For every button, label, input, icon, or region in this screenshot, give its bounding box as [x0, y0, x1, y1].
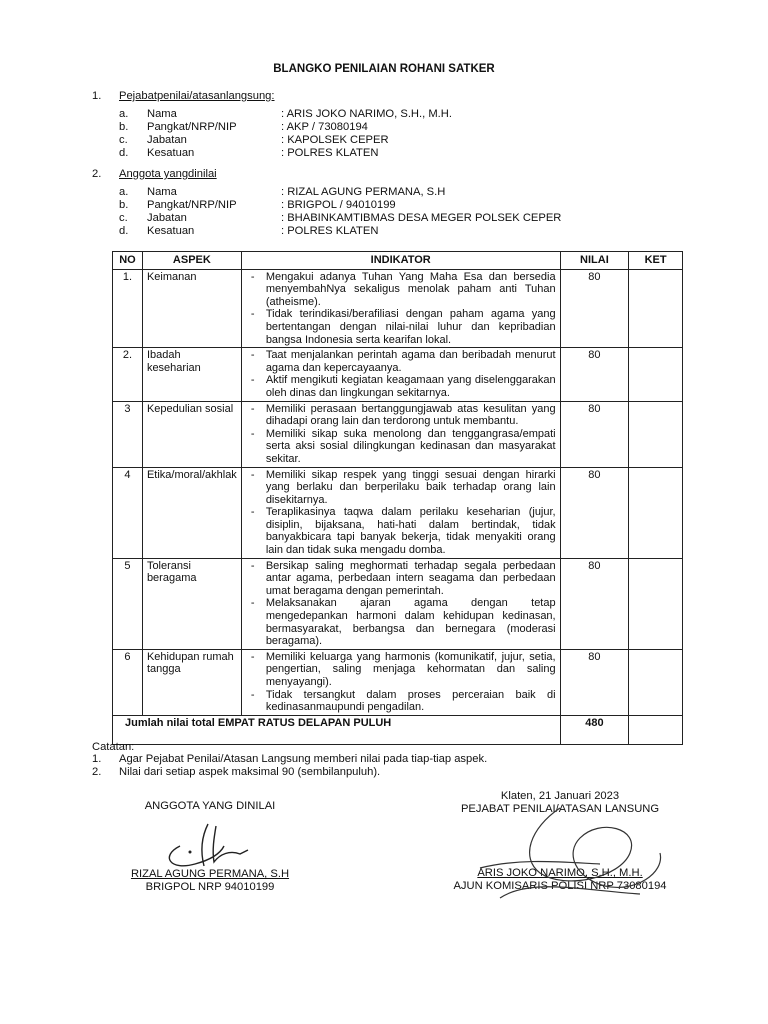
row-nilai: 80	[560, 269, 629, 348]
row-nilai: 80	[560, 649, 629, 715]
row-ket	[629, 269, 683, 348]
row-key: Pangkat/NRP/NIP	[147, 199, 237, 211]
row-key: Jabatan	[147, 212, 187, 224]
identity-row	[92, 199, 692, 212]
row-letter: b.	[119, 121, 129, 133]
row-key: Nama	[147, 108, 177, 120]
document-title: BLANGKO PENILAIAN ROHANI SATKER	[273, 63, 495, 75]
indicator-item: - Taat menjalankan perintah agama dan beribadah menurut agama dan kepercayaanya.	[266, 349, 556, 374]
header-indikator: INDIKATOR	[241, 252, 560, 270]
table-row	[113, 558, 683, 649]
header-aspek: ASPEK	[142, 252, 241, 270]
row-nilai: 80	[560, 558, 629, 649]
row-aspek: Etika/moral/akhlak	[142, 467, 241, 558]
row-value: : ARIS JOKO NARIMO, S.H., M.H.	[281, 108, 452, 120]
indicator-item: - Aktif mengikuti kegiatan keagamaan yang diselenggarakan oleh dinas dan lingkungan sekitarnya.	[266, 374, 556, 399]
table-row	[113, 649, 683, 715]
table-row	[113, 401, 683, 467]
row-no: 2.	[113, 348, 143, 401]
row-indikator	[241, 467, 560, 558]
row-indikator	[241, 348, 560, 401]
signature-block-supervisor	[440, 790, 680, 893]
row-value: : POLRES KLATEN	[281, 225, 379, 237]
identity-row	[92, 212, 692, 225]
header-ket: KET	[629, 252, 683, 270]
indicator-item: - Melaksanakan ajaran agama dengan tetap mengedepankan harmoni dalam kehidupan kedinasan, bermasyarakat, berbangsa dan bernegara (moderasi beragama).	[266, 597, 556, 647]
row-letter: a.	[119, 186, 129, 198]
identity-row	[92, 186, 692, 199]
row-aspek: Ibadah keseharian	[142, 348, 241, 401]
row-value: : RIZAL AGUNG PERMANA, S.H	[281, 186, 446, 198]
table-header-row	[113, 252, 683, 270]
total-ket	[629, 715, 683, 744]
row-aspek: Kepedulian sosial	[142, 401, 241, 467]
assessment-table	[112, 251, 683, 745]
signer-role: PEJABAT PENILAI/ATASAN LANSUNG	[460, 803, 660, 815]
indicator-item: - Memiliki keluarga yang harmonis (komunikatif, jujur, setia, pengertian, saling menjaga kehormatan dan saling menyayangi).	[266, 651, 556, 689]
row-indikator	[241, 649, 560, 715]
note-number: 2.	[92, 766, 102, 778]
total-label: Jumlah nilai total EMPAT RATUS DELAPAN PULUH	[113, 715, 561, 744]
row-no: 3	[113, 401, 143, 467]
row-letter: c.	[119, 134, 128, 146]
indicator-item: - Bersikap saling meghormati terhadap segala perbedaan antar agama, perbedaan intern seagama dan perbedaan umat beragama dengan pemerintah.	[266, 560, 556, 598]
header-nilai: NILAI	[560, 252, 629, 270]
section-title: Pejabatpenilai/atasanlangsung:	[119, 90, 275, 102]
row-no: 5	[113, 558, 143, 649]
section-number: 1.	[92, 90, 102, 102]
signature-block-member	[110, 800, 310, 894]
note-number: 1.	[92, 753, 102, 765]
indicator-item: - Tidak tersangkut dalam proses perceraian baik di kedinasanmaupundi pengadilan.	[266, 689, 556, 714]
indicator-item: - Memiliki sikap suka menolong dan tenggangrasa/empati serta aksi sosial dilingkungan kedinasan dan masyarakat sekitar.	[266, 428, 556, 466]
indicator-item: - Memiliki sikap respek yang tinggi sesuai dengan hirarki yang berlaku dan berperilaku baik terhadap orang lain disekitarnya.	[266, 469, 556, 507]
row-nilai: 80	[560, 348, 629, 401]
row-ket	[629, 467, 683, 558]
table-row	[113, 269, 683, 348]
table-row	[113, 348, 683, 401]
indicator-item: - Teraplikasinya taqwa dalam perilaku keseharian (jujur, disiplin, bijaksana, hati-hati dalam bertindak, tidak banyakbicara tapi banyak bekerja, tidak menyakiti orang lain dan tidak suka mengadu domba.	[266, 506, 556, 556]
handwritten-signature	[150, 816, 260, 874]
identity-row	[92, 108, 692, 121]
section-title: Anggota yangdinilai	[119, 168, 217, 180]
row-letter: a.	[119, 108, 129, 120]
row-aspek: Kehidupan rumah tangga	[142, 649, 241, 715]
identity-row	[92, 225, 692, 238]
row-key: Kesatuan	[147, 225, 195, 237]
row-value: : POLRES KLATEN	[281, 147, 379, 159]
total-value: 480	[560, 715, 629, 744]
row-nilai: 80	[560, 401, 629, 467]
row-letter: c.	[119, 212, 128, 224]
signer-name: ARIS JOKO NARIMO, S.H., M.H.	[477, 867, 643, 879]
row-value: : AKP / 73080194	[281, 121, 368, 133]
row-ket	[629, 558, 683, 649]
signer-role: ANGGOTA YANG DINILAI	[144, 800, 276, 812]
row-no: 1.	[113, 269, 143, 348]
row-ket	[629, 401, 683, 467]
row-key: Kesatuan	[147, 147, 195, 159]
row-letter: d.	[119, 147, 129, 159]
total-row	[113, 715, 683, 744]
row-aspek: Toleransi beragama	[142, 558, 241, 649]
row-key: Jabatan	[147, 134, 187, 146]
row-value: : KAPOLSEK CEPER	[281, 134, 389, 146]
note-text: Agar Pejabat Penilai/Atasan Langsung memberi nilai pada tiap-tiap aspek.	[119, 753, 488, 765]
row-no: 4	[113, 467, 143, 558]
row-aspek: Keimanan	[142, 269, 241, 348]
row-ket	[629, 649, 683, 715]
section-number: 2.	[92, 168, 102, 180]
row-value: : BHABINKAMTIBMAS DESA MEGER POLSEK CEPER	[281, 212, 562, 224]
row-ket	[629, 348, 683, 401]
row-key: Nama	[147, 186, 177, 198]
identity-row	[92, 121, 692, 134]
signer-name: RIZAL AGUNG PERMANA, S.H	[130, 868, 290, 880]
place-date: Klaten, 21 Januari 2023	[500, 790, 620, 802]
row-indikator	[241, 401, 560, 467]
note-text: Nilai dari setiap aspek maksimal 90 (sembilanpuluh).	[119, 766, 381, 778]
notes-title: Catatan:	[92, 741, 135, 753]
indicator-item: - Memiliki perasaan bertanggungjawab atas kesulitan yang dihadapi orang lain dan terdorong untuk membantu.	[266, 403, 556, 428]
row-indikator	[241, 558, 560, 649]
identity-row	[92, 134, 692, 147]
row-letter: b.	[119, 199, 129, 211]
indicator-item: - Mengakui adanya Tuhan Yang Maha Esa dan bersedia menyembahNya sekaligus menolak paham anti Tuhan (atheisme).	[266, 271, 556, 309]
row-value: : BRIGPOL / 94010199	[281, 199, 396, 211]
header-no: NO	[113, 252, 143, 270]
signer-rank: AJUN KOMISARIS POLISI NRP 73080194	[453, 880, 667, 892]
row-nilai: 80	[560, 467, 629, 558]
row-key: Pangkat/NRP/NIP	[147, 121, 237, 133]
identity-row	[92, 147, 692, 160]
row-letter: d.	[119, 225, 129, 237]
row-no: 6	[113, 649, 143, 715]
row-indikator	[241, 269, 560, 348]
handwritten-signature	[470, 798, 670, 908]
table-row	[113, 467, 683, 558]
indicator-item: - Tidak terindikasi/berafiliasi dengan paham agama yang bertentangan dengan nilai-nilai luhur dan kepribadian bangsa Indonesia serta kearifan lokal.	[266, 308, 556, 346]
signer-rank: BRIGPOL NRP 94010199	[145, 881, 275, 893]
